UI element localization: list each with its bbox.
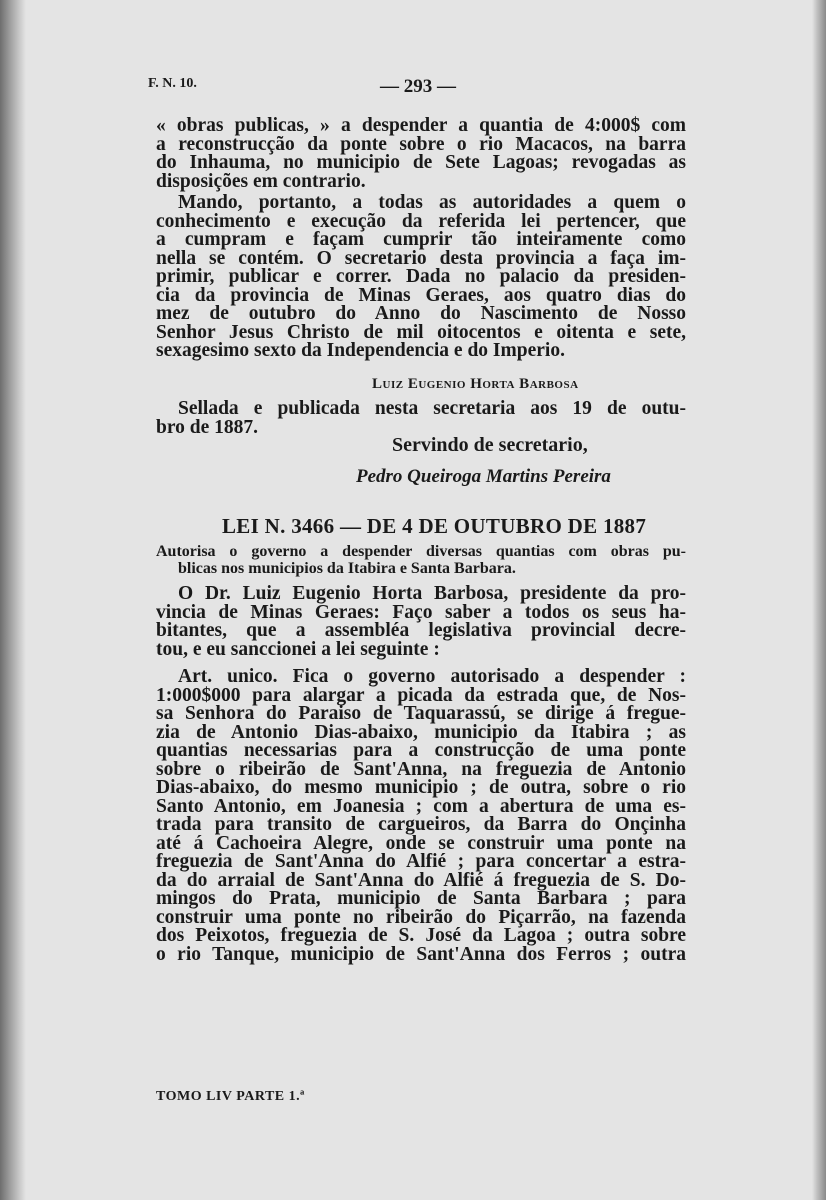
paragraph-4-line: O Dr. Luiz Eugenio Horta Barbosa, presidente da pro- — [178, 583, 686, 604]
paragraph-5-line: 1:000$000 para alargar a picada da estrada que, de Nos- — [156, 684, 686, 706]
law-summary — [156, 543, 686, 577]
page-number: — 293 — — [380, 76, 456, 97]
paragraph-1-line: do Inhauma, no municipio de Sete Lagoas; revogadas as — [156, 152, 686, 173]
paragraph-5-line: Santo Antonio, em Joanesia ; com a abertura de uma es- — [156, 795, 686, 817]
law-summary-line: Autorisa o governo a despender diversas quantias com obras pu- — [156, 543, 686, 560]
header-left-label: F. N. 10. — [148, 76, 197, 91]
paragraph-5-line: Art. unico. Fica o governo autorisado a despender : — [178, 666, 686, 687]
governor-signature: Luiz Eugenio Horta Barbosa — [372, 376, 579, 392]
paragraph-5-line: da do arraial de Sant'Anna do Alfié á freguezia de S. Do- — [156, 869, 686, 891]
law-title: LEI N. 3466 — DE 4 DE OUTUBRO DE 1887 — [222, 514, 647, 538]
volume-footer: TOMO LIV PARTE 1.ª — [156, 1089, 305, 1104]
paragraph-5-line: construir uma ponte no ribeirão do Piçarrão, na fazenda — [156, 906, 686, 928]
paragraph-4-line: bitantes, que a assembléa legislativa provincial decre- — [156, 620, 686, 641]
paragraph-3-line: bro de 1887. — [156, 416, 259, 438]
paragraph-5-line: até á Cachoeira Alegre, onde se construir uma ponte na — [156, 832, 686, 854]
secretary-signature: Pedro Queiroga Martins Pereira — [356, 466, 611, 487]
paragraph-5-line: dos Peixotos, freguezia de S. José da Lagoa ; outra sobre — [156, 925, 686, 946]
paragraph-5-line: mingos do Prata, municipio de Santa Barbara ; para — [156, 888, 686, 909]
paragraph-1-line: disposições em contrario. — [156, 170, 366, 192]
paragraph-2-line: nella se contém. O secretario desta provincia a faça im- — [156, 247, 686, 269]
paragraph-2-line: conhecimento e execução da referida lei pertencer, que — [156, 210, 686, 232]
paragraph-5-line: freguezia de Sant'Anna do Alfié ; para concertar a estra- — [156, 851, 686, 872]
paragraph-1 — [156, 117, 686, 191]
paragraph-1-line: a reconstrucção da ponte sobre o rio Macacos, na barra — [156, 133, 686, 155]
paragraph-5-line: zia de Antonio Dias-abaixo, municipio da Itabira ; as — [156, 721, 686, 743]
paragraph-3 — [156, 400, 686, 437]
paragraph-2-line: mez de outubro do Anno do Nascimento de Nosso — [156, 303, 686, 324]
paragraph-2-line: Senhor Jesus Christo de mil oitocentos e oitenta e sete, — [156, 321, 686, 343]
paragraph-5-line: sobre o ribeirão de Sant'Anna, na freguezia de Antonio — [156, 758, 686, 780]
page-header — [148, 76, 688, 102]
paragraph-4-line: tou, e eu sanccionei a lei seguinte : — [156, 638, 440, 660]
servindo-line: Servindo de secretario, — [392, 434, 588, 456]
paragraph-4 — [156, 585, 686, 659]
paragraph-2-line: cia da provincia de Minas Geraes, aos quatro dias do — [156, 284, 686, 306]
paragraph-5-line: o rio Tanque, municipio de Sant'Anna dos Ferros ; outra — [156, 943, 686, 965]
paragraph-5-line: trada para transito de cargueiros, da Barra do Onçinha — [156, 814, 686, 835]
paragraph-2-line: Mando, portanto, a todas as autoridades a quem o — [178, 192, 686, 213]
paragraph-2-line: primir, publicar e correr. Dada no palacio da presiden- — [156, 266, 686, 287]
paragraph-2-line: a cumpram e façam cumprir tão inteiramente como — [156, 229, 686, 250]
paragraph-2 — [156, 194, 686, 361]
paragraph-4-line: vincia de Minas Geraes: Faço saber a todos os seus ha- — [156, 601, 686, 623]
paragraph-5-line: quantias necessarias para a construcção de uma ponte — [156, 740, 686, 761]
paragraph-1-line: « obras publicas, » a despender a quantia de 4:000$ com — [156, 115, 686, 136]
paragraph-5-line: sa Senhora do Paraiso de Taquarassú, se dirige á fregue- — [156, 703, 686, 724]
law-summary-line: blicas nos municipios da Itabira e Santa Barbara. — [178, 560, 516, 577]
paragraph-3-line: Sellada e publicada nesta secretaria aos 19 de outu- — [178, 398, 686, 419]
page-left-edge — [0, 0, 26, 1200]
paragraph-5 — [156, 668, 686, 964]
paragraph-2-line: sexagesimo sexto da Independencia e do Imperio. — [156, 340, 565, 361]
paragraph-5-line: Dias-abaixo, do mesmo municipio ; de outra, sobre o rio — [156, 777, 686, 798]
page-right-edge — [812, 0, 826, 1200]
